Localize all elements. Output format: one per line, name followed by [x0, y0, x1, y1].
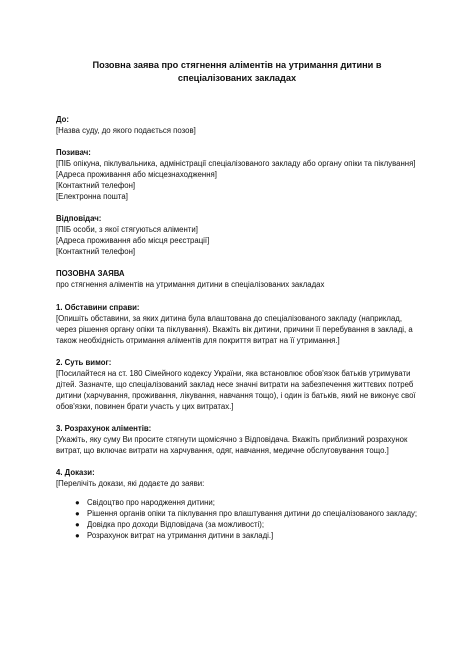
bullet-icon: ●	[75, 498, 80, 507]
plaintiff-name-placeholder: [ПІБ опікуна, піклувальника, адміністрації спеціалізованого закладу або органу опіки та піклування]	[56, 159, 416, 168]
claim-heading: ПОЗОВНА ЗАЯВА	[56, 269, 125, 278]
court-name-placeholder: [Назва суду, до якого подається позов]	[56, 126, 196, 135]
claim-heading-block	[56, 268, 418, 290]
plaintiff-block	[56, 147, 418, 202]
bullet-icon: ●	[75, 520, 80, 529]
defendant-phone-placeholder: [Контактний телефон]	[56, 247, 136, 256]
section-text: [Перелічіть докази, які додаєте до заяви:	[56, 479, 205, 488]
evidence-list	[56, 497, 418, 541]
defendant-label: Відповідач:	[56, 214, 102, 223]
plaintiff-label: Позивач:	[56, 148, 91, 157]
plaintiff-phone-placeholder: [Контактний телефон]	[56, 181, 136, 190]
court-label: До:	[56, 115, 70, 124]
list-item	[75, 508, 418, 519]
plaintiff-address-placeholder: [Адреса проживання або місцезнаходження]	[56, 170, 217, 179]
section-claims	[56, 357, 418, 412]
document-title: Позовна заява про стягнення аліментів на утримання дитини в спеціалізованих закладах	[92, 60, 382, 83]
claim-subheading: про стягнення аліментів на утримання дитини в спеціалізованих закладах	[56, 280, 325, 289]
section-text: [Укажіть, яку суму Ви просите стягнути щомісячно з Відповідача. Вкажіть приблизний розрахунок витрат, що включає витрати на харчування, одяг, навчання, медичне обслуговування тощо.]	[56, 435, 408, 455]
list-item	[75, 519, 418, 530]
section-circumstances	[56, 302, 418, 346]
section-heading: 1. Обставини справи:	[56, 303, 140, 312]
section-evidence	[56, 467, 418, 541]
section-text: [Опишіть обставини, за яких дитина була влаштована до спеціалізованого закладу (наприклад, через рішення органу опіки та піклування). Вкажіть вік дитини, причини її перебування в закладі, а також необхідність отримання аліментів для покриття витрат на її утримання.]	[56, 314, 413, 345]
list-item	[75, 497, 418, 508]
section-heading: 3. Розрахунок аліментів:	[56, 424, 152, 433]
bullet-icon: ●	[75, 531, 80, 540]
bullet-icon: ●	[75, 509, 80, 518]
section-calculation	[56, 423, 418, 456]
section-heading: 2. Суть вимог:	[56, 358, 112, 367]
list-item	[75, 530, 418, 541]
defendant-address-placeholder: [Адреса проживання або місця реєстрації]	[56, 236, 210, 245]
list-item-text: Розрахунок витрат на утримання дитини в закладі.]	[87, 531, 274, 540]
list-item-text: Рішення органів опіки та піклування про влаштування дитини до спеціалізованого закладу;	[87, 509, 418, 518]
defendant-block	[56, 213, 418, 257]
defendant-name-placeholder: [ПІБ особи, з якої стягуються аліменти]	[56, 225, 198, 234]
plaintiff-email-placeholder: [Електронна пошта]	[56, 192, 128, 201]
court-block	[56, 114, 418, 136]
list-item-text: Свідоцтво про народження дитини;	[87, 498, 215, 507]
list-item-text: Довідка про доходи Відповідача (за можливості);	[87, 520, 265, 529]
section-text: [Посилайтеся на ст. 180 Сімейного кодексу України, яка встановлює обов'язок батьків утримувати дітей. Зазначте, що спеціалізований заклад несе значні витрати на забезпечення життєвих потреб дитини (харчування, проживання, лікування, навчання тощо), і один із батьків, який не виконує свої обов'язки, повинен брати участь у цих витратах.]	[56, 369, 416, 411]
section-heading: 4. Докази:	[56, 468, 95, 477]
